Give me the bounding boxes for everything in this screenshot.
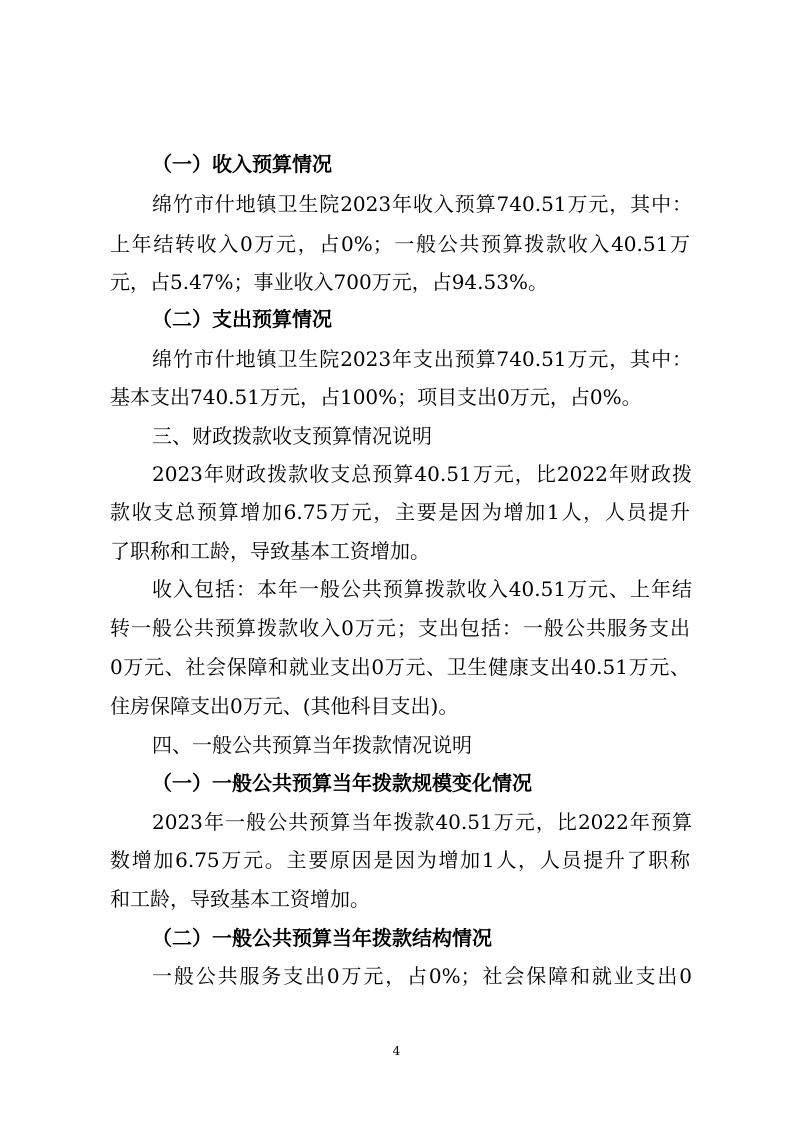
expense-heading: （二）支出预算情况 [152, 307, 332, 331]
fiscal-detail-line-3: 0万元、社会保障和就业支出0万元、卫生健康支出40.51万元、 [110, 655, 690, 679]
fiscal-detail-line-4: 住房保障支出0万元、(其他科目支出)。 [110, 694, 459, 718]
fiscal-detail-line-2: 转一般公共预算拨款收入0万元；支出包括：一般公共服务支出 [110, 616, 690, 640]
fiscal-line-2: 款收支总预算增加6.75万元，主要是因为增加1人，人员提升 [110, 500, 690, 524]
general-heading: 四、一般公共预算当年拨款情况说明 [152, 733, 472, 757]
scale-heading: （一）一般公共预算当年拨款规模变化情况 [152, 771, 532, 795]
expense-line-1: 绵竹市什地镇卫生院2023年支出预算740.51万元，其中： [152, 347, 692, 371]
income-line-2: 上年结转收入0万元，占0%；一般公共预算拨款收入40.51万 [110, 232, 690, 256]
income-heading: （一）收入预算情况 [152, 152, 332, 176]
scale-line-2: 数增加6.75万元。主要原因是因为增加1人，人员提升了职称 [110, 848, 690, 872]
fiscal-detail-line-1: 收入包括：本年一般公共预算拨款收入40.51万元、上年结 [152, 577, 692, 601]
fiscal-line-3: 了职称和工龄，导致基本工资增加。 [110, 539, 430, 563]
fiscal-heading: 三、财政拨款收支预算情况说明 [152, 424, 432, 448]
structure-line-1: 一般公共服务支出0万元，占0%；社会保障和就业支出0 [152, 964, 692, 988]
structure-heading: （二）一般公共预算当年拨款结构情况 [152, 926, 492, 950]
page-number: 4 [392, 1044, 401, 1058]
fiscal-line-1: 2023年财政拨款收支总预算40.51万元，比2022年财政拨 [152, 462, 692, 486]
income-line-1: 绵竹市什地镇卫生院2023年收入预算740.51万元，其中： [152, 192, 692, 216]
scale-line-3: 和工龄，导致基本工资增加。 [110, 887, 370, 911]
expense-line-2: 基本支出740.51万元，占100%；项目支出0万元，占0%。 [110, 385, 642, 409]
scale-line-1: 2023年一般公共预算当年拨款40.51万元，比2022年预算 [152, 810, 692, 834]
income-line-3: 元，占5.47%；事业收入700万元，占94.53%。 [110, 270, 548, 294]
